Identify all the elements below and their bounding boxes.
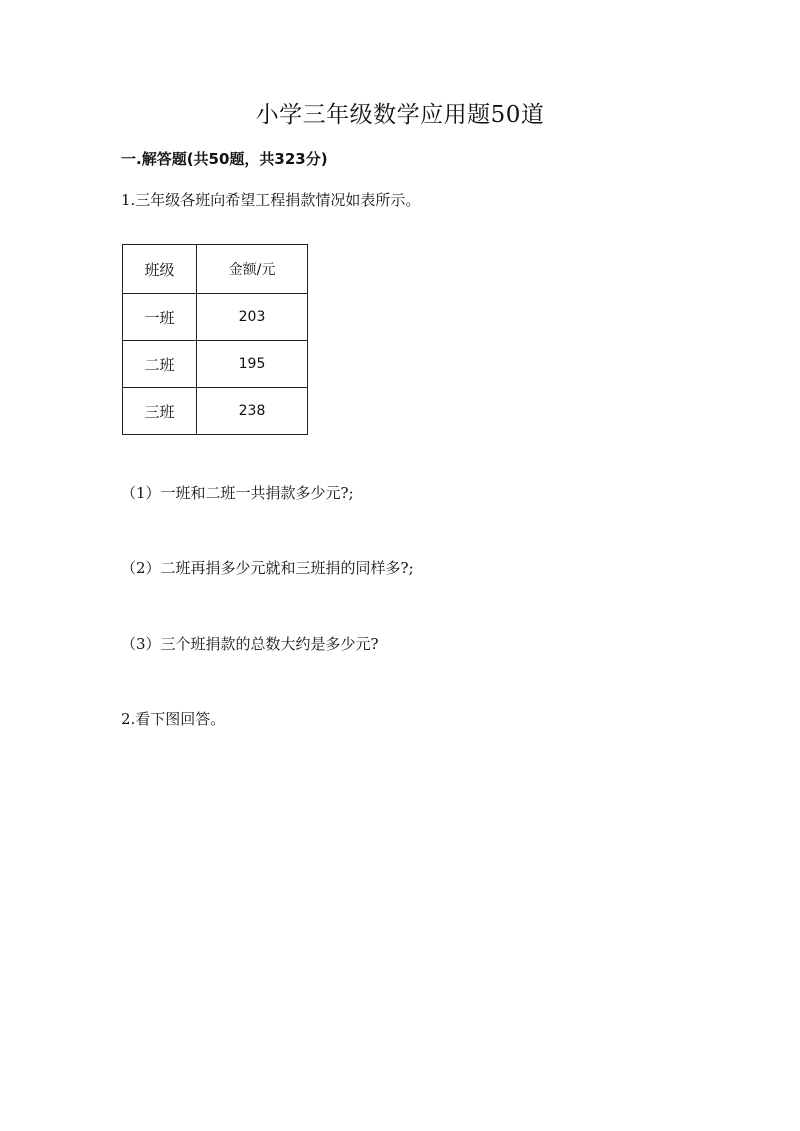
table-cell: 238 bbox=[197, 388, 308, 435]
section-heading: 一.解答题(共50题，共323分) bbox=[121, 150, 328, 168]
table-row bbox=[123, 341, 308, 388]
sub-question-1: （1）一班和二班一共捐款多少元?; bbox=[121, 484, 354, 502]
table-header-row bbox=[123, 245, 308, 294]
table-cell: 二班 bbox=[123, 341, 197, 388]
table-cell: 一班 bbox=[123, 294, 197, 341]
page-title: 小学三年级数学应用题50道 bbox=[255, 102, 545, 128]
donation-table bbox=[122, 244, 308, 435]
table-header-cell: 班级 bbox=[123, 245, 197, 294]
table-cell: 203 bbox=[197, 294, 308, 341]
sub-question-3: （3）三个班捐款的总数大约是多少元? bbox=[121, 635, 379, 653]
sub-question-2: （2）二班再捐多少元就和三班捐的同样多?; bbox=[121, 559, 414, 577]
table-row bbox=[123, 294, 308, 341]
question-2-text: 2.看下图回答。 bbox=[121, 710, 226, 728]
question-1-text: 1.三年级各班向希望工程捐款情况如表所示。 bbox=[121, 191, 421, 209]
table-row bbox=[123, 388, 308, 435]
table-cell: 三班 bbox=[123, 388, 197, 435]
table-header-cell: 金额/元 bbox=[197, 245, 308, 294]
table-cell: 195 bbox=[197, 341, 308, 388]
